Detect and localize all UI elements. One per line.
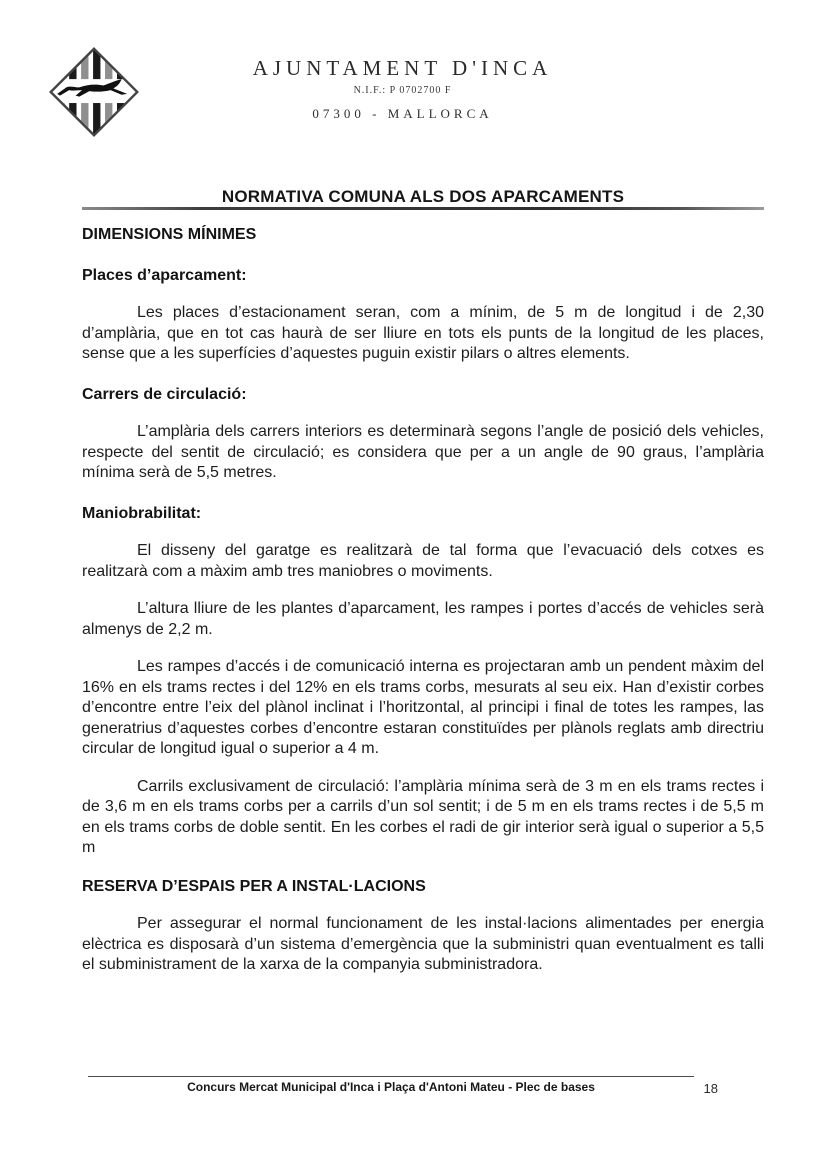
paragraph: Carrils exclusivament de circulació: l’amplària mínima serà de 3 m en els trams rectes i de 3,6 m en els trams corbs per a carrils d’un sol sentit; i de 5 m en els trams rectes i de 5,5 m en els trams corbs de doble sentit. En les corbes el radi de gir interior serà igual o superior a 5,5 m — [82, 777, 764, 856]
page-number: 18 — [703, 1081, 718, 1096]
org-location: 07300 - MALLORCA — [312, 106, 493, 121]
section-heading: Places d’aparcament: — [82, 266, 247, 284]
greyhound-shield-icon — [44, 46, 144, 138]
paragraph: Les places d’estacionament seran, com a mínim, de 5 m de longitud i de 2,30 d’amplària, que en tot cas haurà de ser lliure en tots els punts de la longitud de les places, sense que a les superfícies d’aquestes puguin existir pilars o altres elements. — [82, 304, 764, 362]
section-heading: RESERVA D’ESPAIS PER A INSTAL·LACIONS — [82, 877, 426, 895]
paragraph: El disseny del garatge es realitzarà de tal forma que l’evacuació dels cotxes es realitzarà com a màxim amb tres maniobres o moviments. — [82, 542, 764, 580]
page-footer — [88, 1076, 764, 1094]
footer-divider — [88, 1076, 694, 1077]
paragraph: L’amplària dels carrers interiors es determinarà segons l’angle de posició dels vehicles, respecte del sentit de circulació; es considera que per a un angle de 90 graus, l’amplària mínima serà de 5,5 metres. — [82, 423, 764, 481]
org-name: AJUNTAMENT D'INCA — [252, 56, 553, 80]
inca-coat-of-arms-logo — [44, 46, 144, 138]
paragraph: Les rampes d’accés i de comunicació interna es projectaran amb un pendent màxim del 16% en els trams rectes i del 12% en els trams corbs, mesurats al seu eix. Han d’existir corbes d’encontre entre l’eix del plànol inclinat i l’horitzontal, al principi i final de totes les rampes, las generatrius d’aquestes corbes d’encontre estaran constituïdes per plànols reglats amb directriu circular de longitud igual o superior a 4 m. — [82, 658, 764, 757]
page-title: NORMATIVA COMUNA ALS DOS APARCAMENTS — [221, 187, 625, 206]
section-heading: Carrers de circulació: — [82, 385, 247, 403]
org-nif: N.I.F.: P 0702700 F — [353, 85, 452, 96]
section-heading: Maniobrabilitat: — [82, 504, 202, 522]
title-divider — [82, 207, 764, 210]
paragraph: L’altura lliure de les plantes d’aparcament, les rampes i portes d’accés de vehicles serà almenys de 2,2 m. — [82, 600, 764, 638]
paragraph: Per assegurar el normal funcionament de les instal·lacions alimentades per energia elèctrica es disposarà d’un sistema d’emergència que la subministri quan eventualment es talli el subministrament de la xarxa de la companyia subministradora. — [82, 915, 764, 973]
section-heading: DIMENSIONS MÍNIMES — [82, 226, 257, 243]
footer-title: Concurs Mercat Municipal d'Inca i Plaça d'Antoni Mateu - Plec de bases — [187, 1080, 595, 1094]
letterhead — [150, 56, 655, 122]
document-body — [82, 222, 764, 976]
